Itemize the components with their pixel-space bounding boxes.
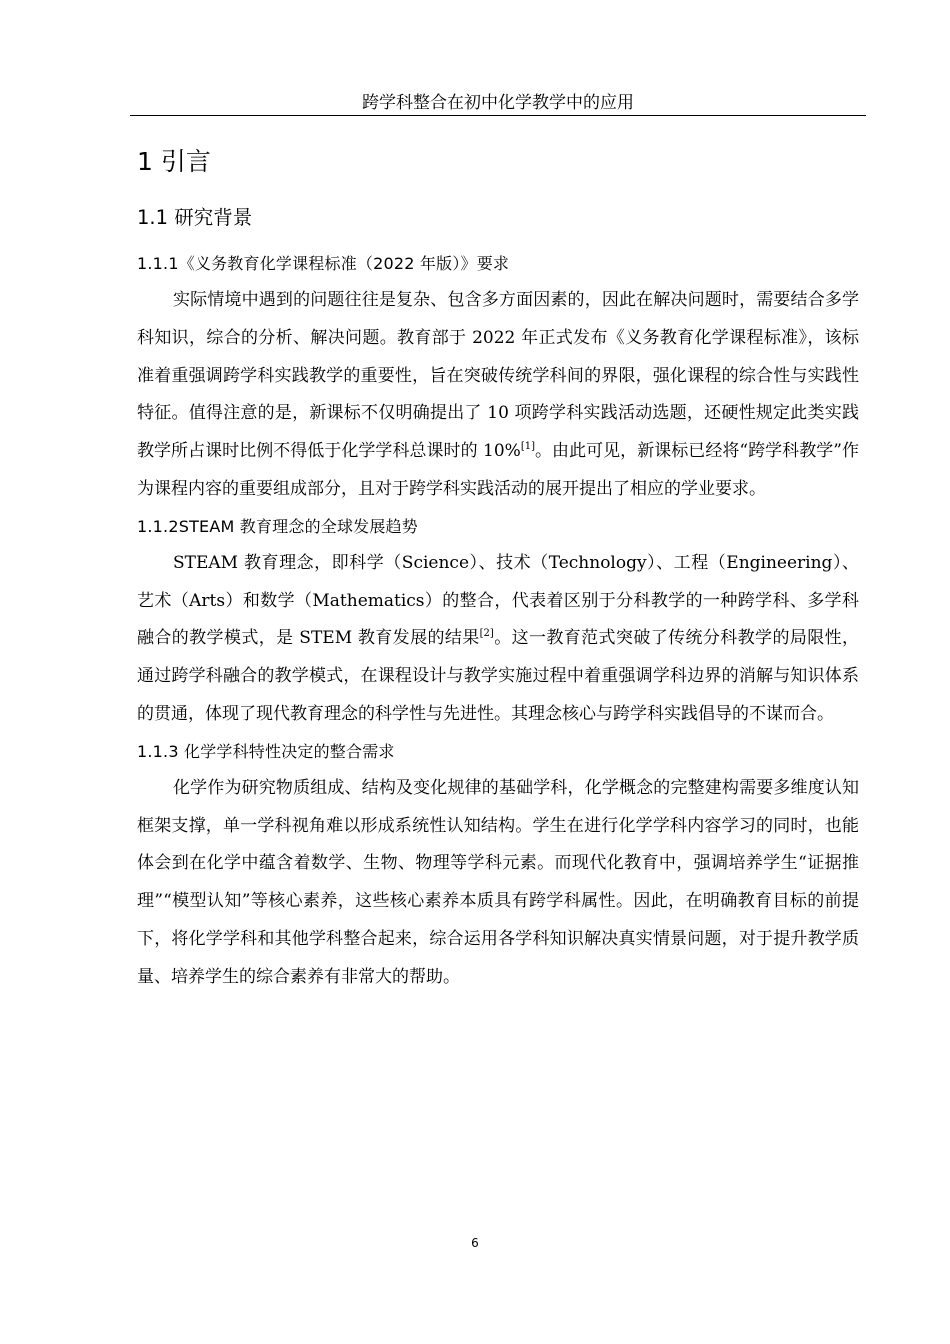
header-rule: [130, 115, 866, 116]
paragraph-1-1-2: [137, 545, 859, 734]
section-title: 1.1 研究背景: [137, 206, 253, 229]
chapter-title: 1 引言: [137, 147, 211, 176]
page-number: 6: [471, 1236, 479, 1250]
paragraph-text: 实际情境中遇到的问题往往是复杂、包含多方面因素的，因此在解决问题时，需要结合多学科知识，综合的分析、解决问题。教育部于 2022 年正式发布《义务教育化学课程标准》，该标准着重强调跨学科实践教学的重要性，旨在突破传统学科间的界限，强化课程的综合性与实践性特征。值得注意的是，新课标不仅明确提出了 10 项跨学科实践活动选题，还硬性规定此类实践教学所占课时比例不得低于化学学科总课时的 10%: [137, 290, 859, 462]
subsection-title-1-1-2: 1.1.2STEAM 教育理念的全球发展趋势: [137, 516, 418, 536]
page-body: [137, 140, 859, 997]
paragraph-text: 。由此可见，新课标已经将“跨学科教学”作为课程内容的重要组成部分，且对于跨学科实践活动的展开提出了相应的学业要求。: [137, 441, 859, 499]
paragraph-1-1-3: [137, 770, 859, 997]
citation-ref: [2]: [479, 628, 494, 640]
paragraph-1-1-1: [137, 282, 859, 509]
paragraph-text: 。这一教育范式突破了传统分科教学的局限性，通过跨学科融合的教学模式，在课程设计与教学实施过程中着重强调学科边界的消解与知识体系的贯通，体现了现代教育理念的科学性与先进性。其理念核心与跨学科实践倡导的不谋而合。: [137, 628, 860, 724]
citation-ref: [1]: [520, 441, 535, 453]
paragraph-text: 化学作为研究物质组成、结构及变化规律的基础学科，化学概念的完整建构需要多维度认知框架支撑，单一学科视角难以形成系统性认知结构。学生在进行化学学科内容学习的同时，也能体会到在化学中蕴含着数学、生物、物理等学科元素。而现代化教育中，强调培养学生“证据推理”“模型认知”等核心素养，这些核心素养本质具有跨学科属性。因此，在明确教育目标的前提下，将化学学科和其他学科整合起来，综合运用各学科知识解决真实情景问题，对于提升教学质量、培养学生的综合素养有非常大的帮助。: [137, 777, 859, 987]
subsection-title-1-1-1: 1.1.1《义务教育化学课程标准（2022 年版）》要求: [137, 254, 510, 273]
subsection-title-1-1-3: 1.1.3 化学学科特性决定的整合需求: [137, 741, 395, 761]
running-header: 跨学科整合在初中化学教学中的应用: [362, 93, 634, 113]
paragraph-text: STEAM 教育理念，即科学（Science）、技术（Technology）、工程（Engineering）、艺术（Arts）和数学（Mathematics）的整合，代表着区别于分科教学的一种跨学科、多学科融合的教学模式，是 STEM 教育发展的结果: [137, 552, 859, 649]
